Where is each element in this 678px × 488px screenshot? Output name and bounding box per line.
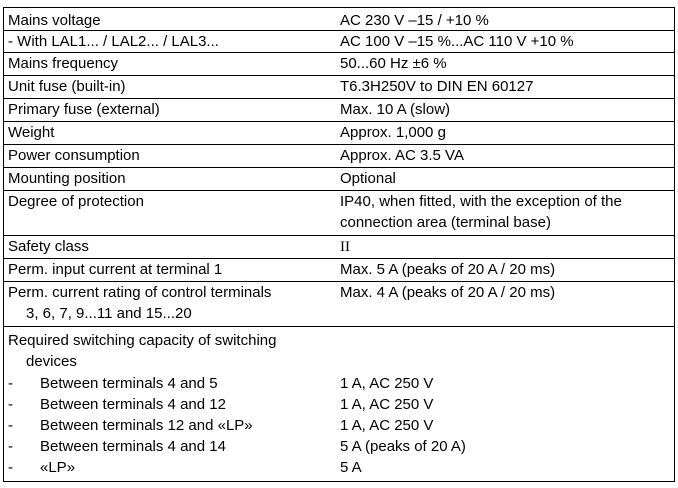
value-safety-class: II <box>340 239 350 255</box>
label-with-lal: - With LAL1... / LAL2... / LAL3... <box>8 33 219 50</box>
switching-item-label: Between terminals 12 and «LP» <box>40 417 253 434</box>
list-dash: - <box>8 396 13 413</box>
label-mains-frequency: Mains frequency <box>8 55 119 72</box>
specification-table <box>3 7 675 482</box>
label-primary-fuse: Primary fuse (external) <box>8 101 160 118</box>
row-mains-frequency <box>4 53 674 76</box>
value-with-lal: AC 100 V –15 %...AC 110 V +10 % <box>340 33 574 50</box>
row-perm-current-rating <box>4 282 674 327</box>
value-mains-frequency: 50...60 Hz ±6 % <box>340 55 447 72</box>
label-degree-of-protection: Degree of protection <box>8 193 144 210</box>
label-switching-capacity-line2: devices <box>26 353 77 370</box>
list-dash: - <box>8 375 13 392</box>
row-power-consumption <box>4 145 674 168</box>
row-primary-fuse <box>4 99 674 122</box>
list-dash: - <box>8 459 13 476</box>
switching-item-label: Between terminals 4 and 12 <box>40 396 226 413</box>
switching-item <box>4 395 674 417</box>
value-weight: Approx. 1,000 g <box>340 124 446 141</box>
value-unit-fuse: T6.3H250V to DIN EN 60127 <box>340 78 534 95</box>
row-weight <box>4 122 674 145</box>
row-mounting-position <box>4 168 674 191</box>
row-mains-voltage <box>4 8 674 31</box>
switching-item-value: 5 A <box>340 459 362 476</box>
label-power-consumption: Power consumption <box>8 147 140 164</box>
value-degree-of-protection-line2: connection area (terminal base) <box>340 214 551 231</box>
list-dash: - <box>8 417 13 434</box>
label-weight: Weight <box>8 124 55 141</box>
switching-item <box>4 458 674 480</box>
value-power-consumption: Approx. AC 3.5 VA <box>340 147 464 164</box>
label-perm-input-current: Perm. input current at terminal 1 <box>8 261 223 278</box>
value-mounting-position: Optional <box>340 170 396 187</box>
switching-item-label: Between terminals 4 and 14 <box>40 438 226 455</box>
row-safety-class <box>4 236 674 259</box>
label-switching-capacity-line1: Required switching capacity of switching <box>8 332 277 349</box>
value-degree-of-protection-line1: IP40, when fitted, with the exception of the <box>340 193 622 210</box>
label-mains-voltage: Mains voltage <box>8 12 101 29</box>
label-perm-current-rating-line1: Perm. current rating of control terminals <box>8 284 272 301</box>
switching-item-value: 1 A, AC 250 V <box>340 396 434 413</box>
switching-item <box>4 437 674 459</box>
value-perm-input-current: Max. 5 A (peaks of 20 A / 20 ms) <box>340 261 556 278</box>
switching-item-label: «LP» <box>40 459 76 476</box>
list-dash: - <box>8 438 13 455</box>
switching-item-value: 1 A, AC 250 V <box>340 375 434 392</box>
switching-item-value: 1 A, AC 250 V <box>340 417 434 434</box>
row-unit-fuse <box>4 76 674 99</box>
switching-item-value: 5 A (peaks of 20 A) <box>340 438 466 455</box>
row-degree-of-protection <box>4 191 674 236</box>
value-primary-fuse: Max. 10 A (slow) <box>340 101 451 118</box>
row-switching-capacity <box>4 327 674 482</box>
value-mains-voltage: AC 230 V –15 / +10 % <box>340 12 489 29</box>
label-unit-fuse: Unit fuse (built-in) <box>8 78 126 95</box>
label-safety-class: Safety class <box>8 238 89 255</box>
row-with-lal <box>4 30 674 53</box>
switching-item <box>4 416 674 438</box>
switching-item <box>4 374 674 396</box>
value-perm-current-rating: Max. 4 A (peaks of 20 A / 20 ms) <box>340 284 556 301</box>
label-perm-current-rating-line2: 3, 6, 7, 9...11 and 15...20 <box>26 305 192 322</box>
label-mounting-position: Mounting position <box>8 170 126 187</box>
row-perm-input-current <box>4 259 674 282</box>
switching-item-label: Between terminals 4 and 5 <box>40 375 218 392</box>
